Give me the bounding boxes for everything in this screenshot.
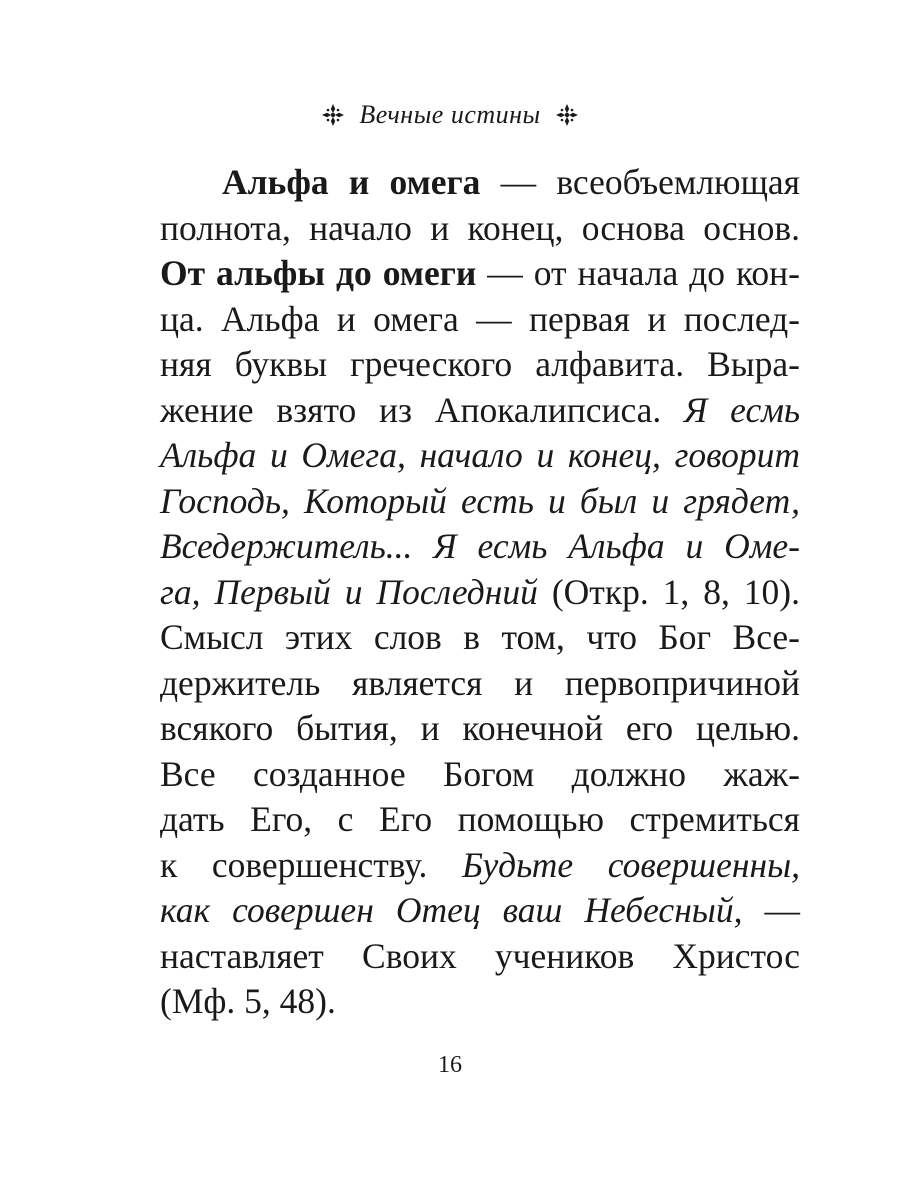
text-run: — всеобъемлющая (480, 162, 800, 202)
text-run: полнота, начало и конец, основа основ. (160, 207, 800, 248)
text-line (160, 797, 800, 843)
text-line (160, 661, 800, 707)
page-number: 16 (438, 1052, 462, 1078)
text-run: (Мф. 5, 48). (160, 981, 336, 1021)
text-run: Смысл этих слов в том, что Бог Все- (160, 617, 800, 657)
text-run: Все созданное Богом должно жаж- (160, 753, 800, 794)
text-run: дать Его, с Его помощью стремиться (160, 799, 800, 839)
running-head (0, 100, 900, 130)
text-line (160, 524, 800, 570)
italic-quote: га, Первый и Последний (160, 571, 538, 612)
text-run: няя буквы греческого алфавита. Выра- (160, 344, 800, 384)
bold-term: Альфа и омега (222, 162, 481, 202)
text-run: ца. Альфа и омега — первая и послед- (160, 298, 800, 339)
text-line (160, 433, 800, 479)
running-title: Вечные истины (359, 100, 541, 129)
italic-quote: Вседержитель... Я есмь Альфа и Оме- (160, 526, 800, 566)
text-line (160, 479, 800, 525)
text-line (160, 843, 800, 889)
text-line (160, 160, 800, 206)
text-line (160, 342, 800, 388)
text-run: всякого бытия, и конечной его целью. (160, 708, 800, 748)
text-run: — от начала до кон- (476, 253, 800, 293)
text-line (160, 706, 800, 752)
italic-quote: Господь, Который есть и был и грядет, (160, 480, 800, 521)
text-line (160, 934, 800, 980)
text-line (160, 752, 800, 798)
text-run: наставляет Своих учеников Христос (160, 935, 800, 976)
text-run: (Откр. 1, 8, 10). (537, 571, 800, 612)
italic-quote: Альфа и Омега, начало и конец, говорит (160, 435, 800, 475)
italic-quote: Я есмь (684, 389, 801, 430)
text-line (160, 206, 800, 252)
text-line (160, 979, 800, 1025)
italic-quote: как совершен Отец ваш Небесный, (160, 890, 743, 930)
text-line (160, 888, 800, 934)
ornament-right-icon (555, 103, 579, 127)
text-line (160, 570, 800, 616)
bold-term: От альфы до омеги (160, 253, 477, 293)
text-run: держитель является и первопричиной (160, 662, 800, 703)
body-text (160, 160, 800, 1025)
text-line (160, 251, 800, 297)
text-run: жение взято из Апокалипсиса. (160, 389, 685, 430)
text-line (160, 388, 800, 434)
text-run: — (742, 890, 801, 930)
text-run: к совершенству. (160, 844, 462, 885)
ornament-left-icon (321, 103, 345, 127)
text-line (160, 297, 800, 343)
text-line (160, 615, 800, 661)
italic-quote: Будьте совершенны, (461, 844, 801, 885)
